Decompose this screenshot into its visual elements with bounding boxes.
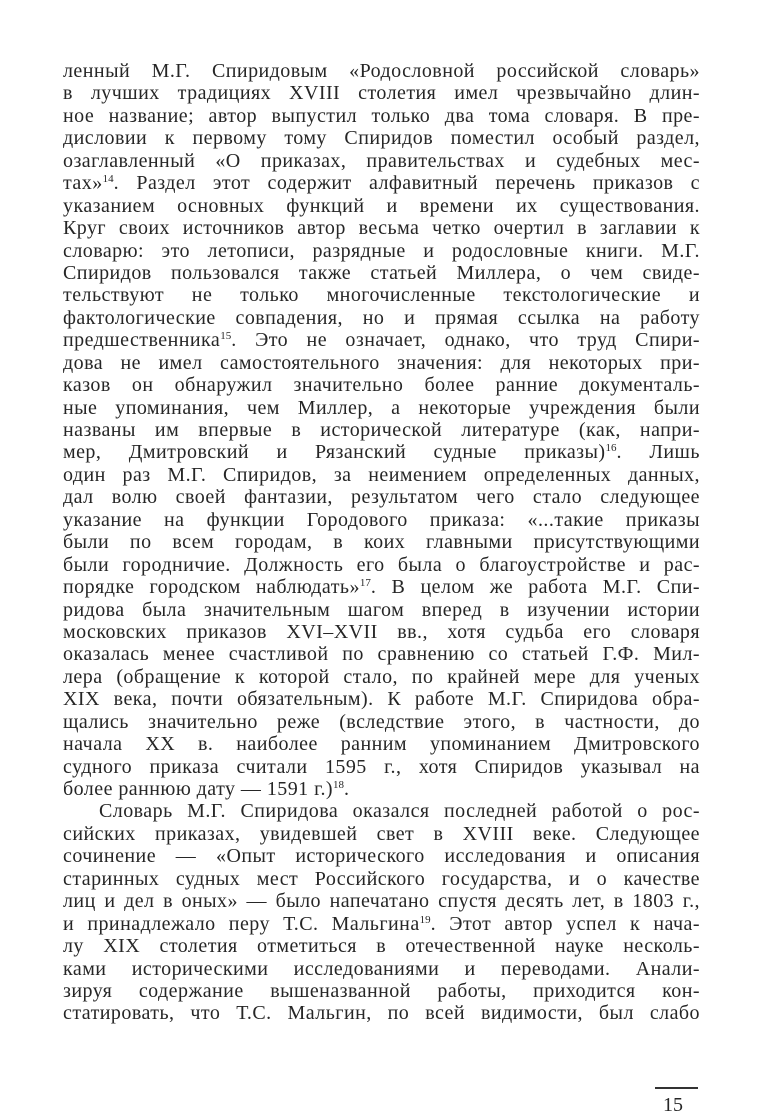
text-line bbox=[63, 935, 700, 957]
text-line bbox=[63, 195, 700, 217]
text-line bbox=[63, 217, 700, 239]
line-text: более раннюю дату — 1591 г.) bbox=[63, 778, 334, 800]
text-line bbox=[63, 711, 700, 733]
line-text: Спиридов пользовался также статьей Миллера, о чем свиде- bbox=[63, 261, 700, 284]
line-text: словарю: это летописи, разрядные и родословные книги. М.Г. bbox=[63, 239, 700, 262]
text-line bbox=[63, 599, 700, 621]
text-line bbox=[63, 82, 700, 104]
text-line bbox=[63, 307, 700, 329]
footnote-reference: 19 bbox=[419, 913, 431, 926]
line-text: судного приказа считали 1595 г., хотя Спиридов указывал на bbox=[63, 755, 700, 778]
text-line bbox=[63, 172, 700, 194]
text-line bbox=[63, 845, 700, 867]
line-text: тах» bbox=[63, 172, 103, 195]
text-line bbox=[63, 823, 700, 845]
text-line bbox=[63, 1002, 700, 1024]
footnote-reference: 14 bbox=[102, 173, 114, 186]
text-line bbox=[63, 240, 700, 262]
line-text: лера (обращение к которой стало, по крайней мере для ученых bbox=[63, 665, 700, 688]
text-line bbox=[63, 576, 700, 598]
line-text: . Лишь bbox=[616, 441, 700, 464]
text-line bbox=[63, 105, 700, 127]
text-line bbox=[63, 60, 700, 82]
text-line bbox=[63, 262, 700, 284]
line-text: . Это не означает, однако, что труд Спири- bbox=[231, 329, 700, 352]
line-text: начала XX в. наиболее ранним упоминанием Дмитровского bbox=[63, 733, 700, 756]
text-line bbox=[63, 464, 700, 486]
line-text: ками историческими исследованиями и переводами. Анали- bbox=[63, 957, 700, 980]
text-line bbox=[63, 486, 700, 508]
line-text: порядке городском наблюдать» bbox=[63, 576, 360, 599]
text-line bbox=[63, 756, 700, 778]
text-line bbox=[63, 329, 700, 351]
line-text: московских приказов XVI–XVII вв., хотя судьба его словаря bbox=[63, 620, 700, 643]
line-text: дова не имел самостоятельного значения: для некоторых при- bbox=[63, 351, 700, 374]
text-line bbox=[63, 868, 700, 890]
line-text: лиц и дел в оных» — было напечатано спустя десять лет, в 1803 г., bbox=[63, 890, 700, 913]
body-text bbox=[63, 60, 700, 1025]
line-text: в лучших традициях XVIII столетия имел чрезвычайно длин- bbox=[63, 82, 700, 105]
line-text: были городничие. Должность его была о благоустройстве и рас- bbox=[63, 553, 700, 576]
line-text: тельствуют не только многочисленные текстологические и bbox=[63, 284, 700, 307]
line-text: . Раздел этот содержит алфавитный перечень приказов с bbox=[113, 172, 700, 195]
line-text: сийских приказах, увидевшей свет в XVIII веке. Следующее bbox=[63, 822, 700, 845]
page-number: 15 bbox=[663, 1094, 683, 1116]
line-text: ные упоминания, чем Миллер, а некоторые учреждения были bbox=[63, 396, 700, 419]
text-line bbox=[63, 127, 700, 149]
line-text: лу XIX столетия отметиться в отечественной науке несколь- bbox=[63, 935, 700, 958]
text-line bbox=[63, 554, 700, 576]
line-text: старинных судных мест Российского государства, и о качестве bbox=[63, 867, 700, 890]
line-text: и принадлежало перу Т.С. Мальгина bbox=[63, 912, 420, 935]
text-line bbox=[63, 531, 700, 553]
text-line bbox=[63, 688, 700, 710]
page-number-rule bbox=[655, 1087, 698, 1089]
text-line bbox=[63, 150, 700, 172]
text-line bbox=[63, 958, 700, 980]
line-text: указанием основных функций и времени их существования. bbox=[63, 194, 700, 217]
line-text: мер, Дмитровский и Рязанский судные приказы) bbox=[63, 441, 606, 464]
footnote-reference: 18 bbox=[333, 779, 345, 791]
line-text: щались значительно реже (вследствие этого, в частности, до bbox=[63, 710, 700, 733]
text-line bbox=[63, 374, 700, 396]
line-text: оказалась менее счастливой по сравнению со статьей Г.Ф. Мил- bbox=[63, 643, 700, 666]
text-line bbox=[63, 800, 700, 822]
line-text: . bbox=[344, 778, 350, 800]
text-line bbox=[63, 913, 700, 935]
line-text: были по всем городам, в коих главными присутствующими bbox=[63, 531, 700, 554]
text-line bbox=[63, 284, 700, 306]
line-text: казов он обнаружил значительно более ранние документаль- bbox=[63, 374, 700, 397]
line-text: предшественника bbox=[63, 329, 221, 352]
text-line bbox=[63, 509, 700, 531]
line-text: зируя содержание вышеназванной работы, приходится кон- bbox=[63, 979, 700, 1002]
line-text: статировать, что Т.С. Мальгин, по всей видимости, был слабо bbox=[63, 1002, 700, 1025]
line-text: . Этот автор успел к нача- bbox=[430, 912, 700, 935]
line-text: дал волю своей фантазии, результатом чего стало следующее bbox=[63, 486, 700, 509]
line-text: один раз М.Г. Спиридов, за неимением определенных данных, bbox=[63, 463, 700, 486]
footnote-reference: 17 bbox=[359, 577, 371, 590]
footnote-reference: 16 bbox=[605, 442, 617, 455]
text-line bbox=[63, 980, 700, 1002]
text-line bbox=[63, 397, 700, 419]
text-line bbox=[63, 621, 700, 643]
line-text: названы им впервые в исторической литературе (как, напри- bbox=[63, 419, 700, 441]
text-line bbox=[63, 890, 700, 912]
text-line bbox=[63, 419, 700, 441]
line-text: сочинение — «Опыт исторического исследования и описания bbox=[63, 845, 700, 868]
text-line bbox=[63, 666, 700, 688]
line-text: . В целом же работа М.Г. Спи- bbox=[370, 576, 700, 599]
text-line bbox=[63, 441, 700, 463]
line-text: озаглавленный «О приказах, правительствах и судебных мес- bbox=[63, 149, 700, 172]
text-line bbox=[63, 643, 700, 665]
line-text: ное название; автор выпустил только два тома словаря. В пре- bbox=[63, 104, 700, 127]
line-text: ленный М.Г. Спиридовым «Родословной российской словарь» bbox=[63, 60, 700, 82]
text-line bbox=[63, 778, 700, 800]
line-text: дисловии к первому тому Спиридов поместил особый раздел, bbox=[63, 127, 700, 150]
text-line bbox=[63, 352, 700, 374]
line-text: фактологические совпадения, но и прямая ссылка на работу bbox=[63, 306, 700, 329]
line-text: Словарь М.Г. Спиридова оказался последней работой о рос- bbox=[99, 800, 700, 823]
line-text: ридова была значительным шагом вперед в изучении истории bbox=[63, 598, 700, 621]
line-text: Круг своих источников автор весьма четко очертил в заглавии к bbox=[63, 217, 700, 240]
line-text: XIX века, почти обязательным). К работе М.Г. Спиридова обра- bbox=[63, 688, 700, 711]
line-text: указание на функции Городового приказа: «...такие приказы bbox=[63, 508, 700, 531]
footnote-reference: 15 bbox=[220, 330, 232, 343]
text-line bbox=[63, 733, 700, 755]
